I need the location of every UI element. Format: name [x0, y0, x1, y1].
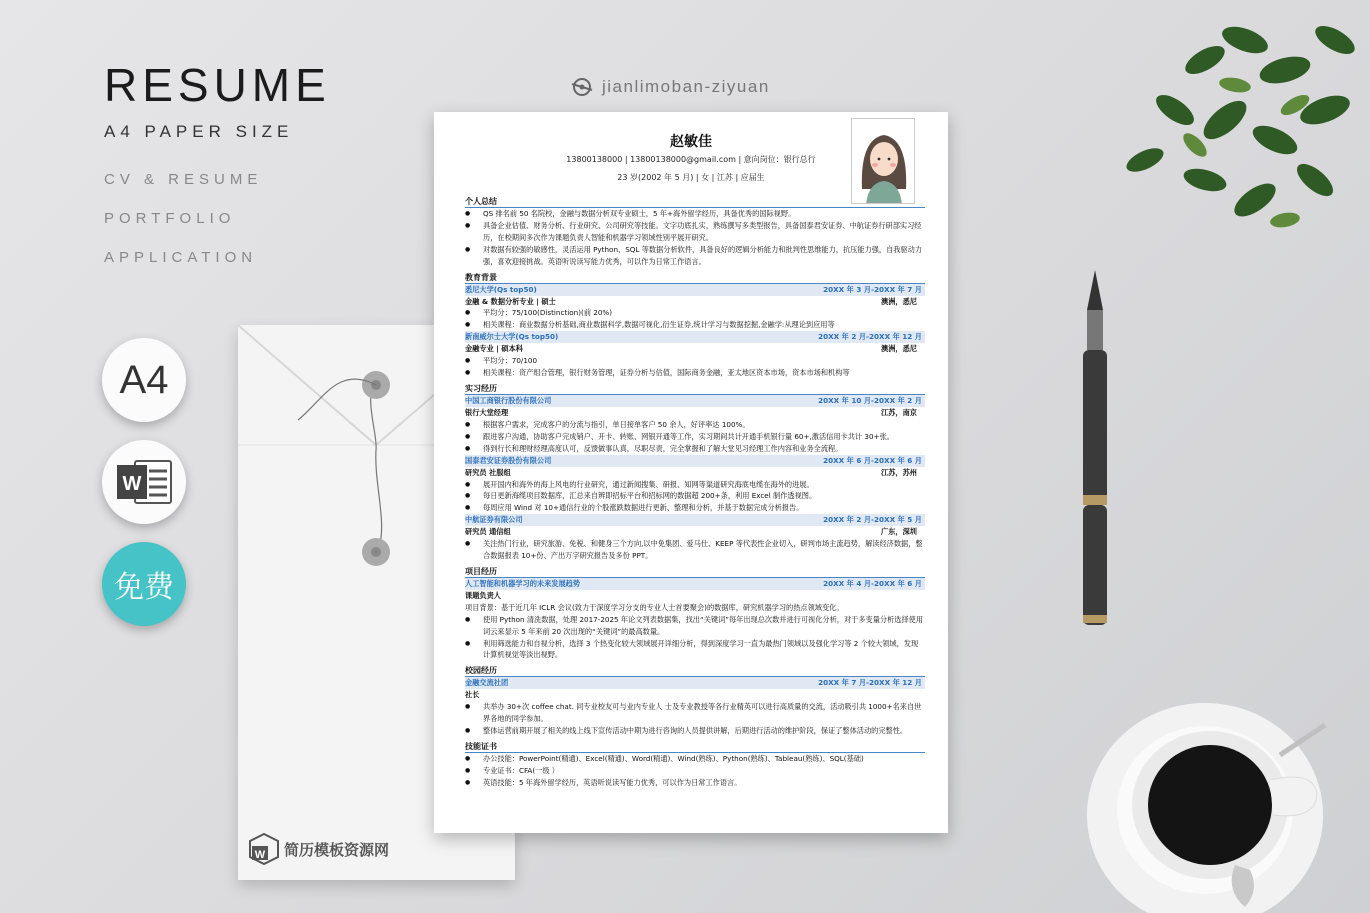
list-item: ● 每周应用 Wind 对 10+通信行业的个股涨跌数据进行更新、整理和分析，并基于数据完成分析报告。 [465, 502, 925, 514]
list-item: ● 跟进客户沟通，协助客户完成销户、开卡、转账、网银开通等工作，实习期间共计开通手机银行量 60+,激活信用卡共计 30+张。 [465, 431, 925, 443]
project-name: 人工智能和机器学习的未来发展趋势 [465, 578, 581, 588]
project-list [465, 614, 925, 662]
entry-header [465, 578, 925, 590]
word-badge [102, 440, 186, 524]
svg-text:W: W [254, 849, 266, 861]
avatar-illustration [852, 119, 915, 204]
entry-subheader [465, 407, 925, 419]
entry-date: 20XX 年 2 月-20XX 年 5 月 [823, 515, 922, 525]
section-title: 个人总结 [465, 195, 925, 208]
section-title: 实习经历 [465, 382, 925, 395]
resume-body [465, 195, 925, 789]
list-item: ● 对数据有较强的敏感性，灵活运用 Python、SQL 等数据分析软件，具备良好的逻辑分析能力和批判性思维能力，抗压能力强，自我驱动力强，喜欢迎接挑战。英语听说读写能力优秀，可以作为日常工作语言。 [465, 244, 925, 268]
role: 研究员 社服组 [465, 467, 511, 477]
campus-list [465, 701, 925, 737]
list-item: ● 得到行长和理财经理高度认可，反馈做事认真，尽职尽责，完全掌握和了解大堂见习经理工作内容和业务全流程。 [465, 443, 925, 455]
watermark-logo-icon [570, 76, 594, 98]
company-name: 中国工商银行股份有限公司 [465, 395, 552, 405]
entry-header [465, 677, 925, 689]
list-item: ● 相关课程：资产组合管理，银行财务管理，证券分析与估值，国际商务金融，亚太地区资本市场，资本市场和机构等 [465, 367, 925, 379]
entry-header [465, 514, 925, 526]
a4-badge-label: A4 [119, 357, 169, 402]
bottom-watermark-text: 简历模板资源网 [284, 840, 390, 859]
list-item: ● 办公技能：PowerPoint(精通)、Excel(精通)、Word(精通)、Wind(熟练)、Python(熟练)、Tableau(熟练)、SQL(基础) [465, 753, 925, 765]
site-logo-icon [248, 832, 280, 866]
resume-basic-info: 23 岁(2002 年 5 月) | 女 | 江苏 | 应届生 [617, 173, 765, 182]
location: 江苏，苏州 [881, 467, 917, 477]
summary-list [465, 208, 925, 268]
promo-title: RESUME [104, 59, 331, 111]
bottom-watermark [248, 832, 389, 866]
list-item: ● 相关课程：商业数据分析基础,商业数据科学,数据可视化,衍生证券,统计学习与数据挖掘,金融学:从理论到应用等 [465, 319, 925, 331]
entry-date: 20XX 年 6 月-20XX 年 6 月 [823, 455, 922, 465]
free-badge [102, 542, 186, 626]
internship-list [465, 479, 925, 515]
plant-decoration [1085, 0, 1370, 245]
org-name: 金融交流社团 [465, 678, 509, 688]
role: 研究员 通信组 [465, 527, 511, 537]
location: 澳洲，悉尼 [881, 344, 917, 354]
role: 社长 [465, 690, 480, 700]
entry-header [465, 331, 925, 343]
entry-date: 20XX 年 2 月-20XX 年 12 月 [818, 332, 922, 342]
list-item: ● 具备企业估值、财务分析、行业研究、公司研究等技能。文字功底扎实，熟练撰写多类型报告，具备国泰君安证券、中航证券行研部实习经历，在校期间多次作为课题负责人智能和机器学习领域性别平展开研究。 [465, 220, 925, 244]
entry-header [465, 455, 925, 467]
entry-subheader [465, 526, 925, 538]
section-title: 技能证书 [465, 740, 925, 753]
word-badge-letter: W [122, 473, 142, 495]
major: 金融专业 | 硕本科 [465, 344, 523, 354]
role: 银行大堂经理 [465, 407, 509, 417]
location: 澳洲，悉尼 [881, 296, 917, 306]
list-item: ● 利用筛选能力和自视分析，选择 3 个热变化较大领域展开详细分析，得到深度学习一直为最热门领域以及强化学习等 2 个较大领域，发现计算机视觉等淡出视野。 [465, 638, 925, 662]
resume-name: 赵敏佳 [670, 134, 712, 150]
major: 金融 & 数据分析专业 | 硕士 [465, 296, 556, 306]
school-name: 新南威尔士大学(Qs top50) [465, 332, 559, 342]
pen-decoration [1075, 270, 1115, 635]
company-name: 国泰君安证券股份有限公司 [465, 455, 552, 465]
entry-subheader [465, 689, 925, 701]
company-name: 中航证券有限公司 [465, 515, 523, 525]
list-item: ● QS 排名前 50 名院校，金融与数据分析双专业硕士，5 年+海外留学经历，具备优秀的国际视野。 [465, 208, 925, 220]
list-item: ● 根据客户需求，完成客户的分流与指引，单日接单客户 50 余人，好评率达 100%。 [465, 419, 925, 431]
list-item: ● 英语技能：5 年海外留学经历，英语听说读写能力优秀，可以作为日常工作语言。 [465, 777, 925, 789]
entry-subheader [465, 467, 925, 479]
list-item: ● 使用 Python 清洗数据，处理 2017-2025 年论文列表数据集，找出“关键词”每年出现总次数并进行可视化分析，对于多变量分析选择使用词云来显示 5 年来前 20 次出现的“关键词”的最高数量。 [465, 614, 925, 638]
top-watermark [570, 76, 770, 98]
word-icon [115, 457, 173, 507]
entry-header [465, 395, 925, 407]
resume-paper [434, 112, 948, 833]
list-item: ● 整体运营前期开展了相关的线上线下宣传活动中期为进行咨询的人员提供讲解，后期进行活动的维护阶段，保证了整体活动的完整性。 [465, 725, 925, 737]
section-title: 教育背景 [465, 271, 925, 284]
entry-date: 20XX 年 4 月-20XX 年 6 月 [823, 578, 922, 588]
entry-subheader [465, 343, 925, 355]
entry-subheader [465, 296, 925, 308]
promo-subtitle: A4 PAPER SIZE [104, 122, 294, 141]
coffee-cup-decoration [1085, 685, 1370, 913]
project-background: 项目背景：基于近几年 ICLR 会议(致力于深度学习分支的专业人士首要聚会)的数据库，研究机器学习的热点领域变化。 [465, 602, 844, 612]
location: 广东，深圳 [881, 527, 917, 537]
list-item: ● 共举办 30+次 coffee chat. 同专业校友可与业内专业人 士及专业教授等各行业精英可以进行高质量的交流，活动吸引共 1000+名来自世界各地的同学参加。 [465, 701, 925, 725]
entry-date: 20XX 年 3 月-20XX 年 7 月 [823, 284, 922, 294]
free-badge-label: 免费 [114, 570, 174, 605]
entry-subheader [465, 590, 925, 602]
list-item: ● 平均分：75/100(Distinction)(前 20%) [465, 307, 925, 319]
role: 课题负责人 [465, 590, 501, 600]
top-watermark-text: jianlimoban-ziyuan [602, 77, 770, 96]
list-item: ● 关注热门行业，研究旅游、免税、和健身三个方向,以中免集团、爱马仕、KEEP 等代表性企业切入，研判市场主流趋势，解读经济数据，整合数据报表 10+份、产出万字研究报告及多份 PPT。 [465, 538, 925, 562]
promo-line-cv: CV & RESUME [104, 171, 263, 188]
school-name: 悉尼大学(Qs top50) [465, 284, 537, 294]
list-item: ● 展开国内和海外的海上风电的行业研究，通过新闻搜集、研报、知网等渠道研究海底电缆在海外的进展。 [465, 479, 925, 491]
skills-list [465, 753, 925, 789]
a4-badge [102, 338, 186, 422]
internship-list [465, 538, 925, 562]
section-title: 校园经历 [465, 664, 925, 677]
list-item: ● 每日更新海缆项目数据库，汇总来自辨即招标平台和招标网的数据超 200+条，利用 Excel 制作透视图。 [465, 490, 925, 502]
profile-photo [851, 118, 915, 204]
internship-list [465, 419, 925, 455]
entry-date: 20XX 年 7 月-20XX 年 12 月 [818, 678, 922, 688]
location: 江苏，南京 [881, 407, 917, 417]
education-list [465, 355, 925, 379]
section-title: 项目经历 [465, 565, 925, 578]
promo-line-application: APPLICATION [104, 249, 258, 266]
resume-contact: 13800138000 | 13800138000@gmail.com | 意向岗位：银行总行 [566, 155, 816, 164]
list-item: ● 专业证书：CFA(一级 ） [465, 765, 925, 777]
entry-header [465, 284, 925, 296]
list-item: ● 平均分：70/100 [465, 355, 925, 367]
education-list [465, 307, 925, 331]
entry-date: 20XX 年 10 月-20XX 年 2 月 [818, 395, 922, 405]
promo-line-portfolio: PORTFOLIO [104, 210, 236, 227]
